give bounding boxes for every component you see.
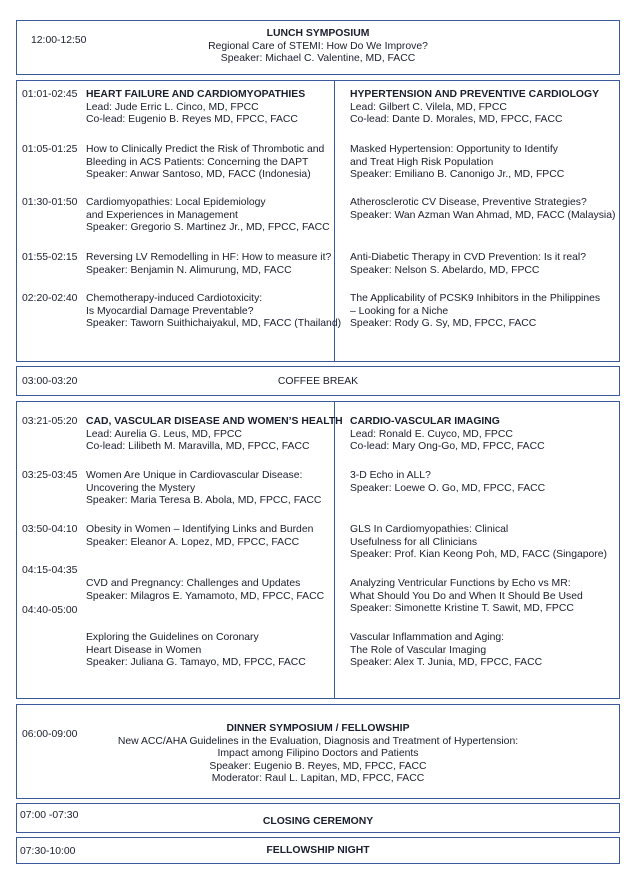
talk-line: Lead: Aurelia G. Leus, MD, FPCC bbox=[86, 428, 242, 440]
track-title: HEART FAILURE AND CARDIOMYOPATHIES bbox=[86, 89, 306, 100]
talk-line: Speaker: Loewe O. Go, MD, FPCC, FACC bbox=[350, 482, 546, 494]
track-header-right bbox=[350, 89, 599, 127]
talk-line: Speaker: Benjamin N. Alimurung, MD, FACC bbox=[86, 264, 292, 276]
dinner-time: 06:00-09:00 bbox=[22, 729, 78, 740]
session-time: 03:25-03:45 bbox=[22, 470, 78, 481]
talk-line: Speaker: Maria Teresa B. Abola, MD, FPCC, FACC bbox=[86, 495, 322, 507]
talk-line: Co-lead: Mary Ong-Go, MD, FPCC, FACC bbox=[350, 441, 545, 453]
talk-right bbox=[350, 252, 586, 277]
talk-right bbox=[350, 524, 607, 562]
lunch-details bbox=[16, 28, 620, 66]
fellowship-label: FELLOWSHIP NIGHT bbox=[266, 845, 370, 856]
talk-right bbox=[350, 293, 600, 331]
session-time: 02:20-02:40 bbox=[22, 293, 78, 304]
talk-line: Speaker: Taworn Suithichaiyakul, MD, FACC (Thailand) bbox=[86, 318, 342, 330]
talk-line: Cardiomyopathies: Local Epidemiology bbox=[86, 197, 266, 208]
talk-line: Speaker: Rody G. Sy, MD, FPCC, FACC bbox=[350, 318, 537, 330]
talk-line: The Role of Vascular Imaging bbox=[350, 644, 487, 656]
dinner-line: Speaker: Eugenio B. Reyes, MD, FPCC, FACC bbox=[209, 760, 427, 772]
talk-line: What Should You Do and When It Should Be Used bbox=[350, 590, 583, 602]
dinner-line: Impact among Filipino Doctors and Patients bbox=[217, 748, 419, 760]
talk-line: Anti-Diabetic Therapy in CVD Prevention: Is it real? bbox=[350, 252, 587, 263]
talk-left bbox=[86, 293, 341, 331]
talk-line: Obesity in Women – Identifying Links and Burden bbox=[86, 524, 314, 535]
track-title: HYPERTENSION AND PREVENTIVE CARDIOLOGY bbox=[350, 89, 600, 100]
talk-right bbox=[350, 144, 564, 182]
talk-line: Chemotherapy-induced Cardiotoxicity: bbox=[86, 293, 263, 304]
track-header-left bbox=[86, 89, 305, 127]
lunch-title: LUNCH SYMPOSIUM bbox=[266, 28, 370, 39]
lunch-time: 12:00-12:50 bbox=[31, 35, 87, 46]
talk-right bbox=[350, 632, 542, 670]
talk-line: and Experiences in Management bbox=[86, 209, 238, 221]
talk-line: Speaker: Prof. Kian Keong Poh, MD, FACC (Singapore) bbox=[350, 549, 608, 561]
talk-line: Speaker: Simonette Kristine T. Sawit, MD, FPCC bbox=[350, 603, 574, 615]
session-time: 01:05-01:25 bbox=[22, 144, 78, 155]
lunch-topic: Regional Care of STEMI: How Do We Improve? bbox=[208, 40, 428, 52]
dinner-line: Moderator: Raul L. Lapitan, MD, FPCC, FACC bbox=[211, 773, 425, 785]
session-time: 01:30-01:50 bbox=[22, 197, 78, 208]
talk-line: Speaker: Eleanor A. Lopez, MD, FPCC, FACC bbox=[86, 536, 300, 548]
talk-left bbox=[86, 470, 321, 508]
talk-line: Bleeding in ACS Patients: Concerning the DAPT bbox=[86, 156, 309, 168]
talk-line: CVD and Pregnancy: Challenges and Updates bbox=[86, 578, 301, 589]
talk-line: Exploring the Guidelines on Coronary bbox=[86, 632, 259, 643]
fellowship-time: 07:30-10:00 bbox=[20, 846, 76, 857]
coffee-label: COFFEE BREAK bbox=[277, 376, 359, 387]
session-time: 04:15-04:35 bbox=[22, 565, 78, 576]
talk-left bbox=[86, 632, 306, 670]
talk-line: – Looking for a Niche bbox=[350, 305, 449, 317]
talk-right bbox=[350, 578, 583, 616]
lunch-speaker: Speaker: Michael C. Valentine, MD, FACC bbox=[220, 53, 416, 65]
closing-label: CLOSING CEREMONY bbox=[262, 816, 374, 827]
session-time: 03:50-04:10 bbox=[22, 524, 78, 535]
talk-line: Vascular Inflammation and Aging: bbox=[350, 632, 505, 643]
dinner-title: DINNER SYMPOSIUM / FELLOWSHIP bbox=[226, 723, 410, 734]
talk-left bbox=[86, 197, 330, 235]
session-time: 01:01-02:45 bbox=[22, 89, 78, 100]
talk-line: and Treat High Risk Population bbox=[350, 156, 494, 168]
dinner-details bbox=[16, 723, 620, 786]
talk-right bbox=[350, 470, 545, 495]
talk-line: Analyzing Ventricular Functions by Echo vs MR: bbox=[350, 578, 571, 589]
talk-line: Lead: Gilbert C. Vilela, MD, FPCC bbox=[350, 101, 507, 113]
talk-line: Speaker: Milagros E. Yamamoto, MD, FPCC, FACC bbox=[86, 590, 325, 602]
track-title: CARDIO-VASCULAR IMAGING bbox=[350, 416, 500, 427]
talk-line: Reversing LV Remodelling in HF: How to measure it? bbox=[86, 252, 332, 263]
talk-line: Usefulness for all Clinicians bbox=[350, 536, 478, 548]
track-header-left bbox=[86, 416, 343, 454]
talk-line: Co-lead: Eugenio B. Reyes MD, FPCC, FACC bbox=[86, 114, 298, 126]
talk-line: Lead: Jude Erric L. Cinco, MD, FPCC bbox=[86, 101, 259, 113]
coffee-time: 03:00-03:20 bbox=[22, 376, 78, 387]
talk-line: The Applicability of PCSK9 Inhibitors in the Philippines bbox=[350, 293, 601, 304]
track-header-right bbox=[350, 416, 545, 454]
talk-line: Speaker: Juliana G. Tamayo, MD, FPCC, FACC bbox=[86, 657, 306, 669]
talk-line: Speaker: Alex T. Junia, MD, FPCC, FACC bbox=[350, 657, 543, 669]
talk-line: Speaker: Anwar Santoso, MD, FACC (Indonesia) bbox=[86, 169, 311, 181]
talk-line: Co-lead: Lilibeth M. Maravilla, MD, FPCC, FACC bbox=[86, 441, 310, 453]
session-time: 04:40-05:00 bbox=[22, 605, 78, 616]
talk-line: Speaker: Wan Azman Wan Ahmad, MD, FACC (Malaysia) bbox=[350, 209, 616, 221]
talk-line: Masked Hypertension: Opportunity to Identify bbox=[350, 144, 558, 155]
talk-line: Women Are Unique in Cardiovascular Disease: bbox=[86, 470, 303, 481]
closing-time: 07:00 -07:30 bbox=[20, 810, 79, 821]
talk-line: Uncovering the Mystery bbox=[86, 482, 196, 494]
talk-line: 3-D Echo in ALL? bbox=[350, 470, 431, 481]
talk-line: Speaker: Nelson S. Abelardo, MD, FPCC bbox=[350, 264, 540, 276]
talk-line: Speaker: Emiliano B. Canonigo Jr., MD, FPCC bbox=[350, 169, 565, 181]
session-time: 03:21-05:20 bbox=[22, 416, 78, 427]
talk-left bbox=[86, 144, 324, 182]
talk-line: Atherosclerotic CV Disease, Preventive Strategies? bbox=[350, 197, 587, 208]
talk-line: Is Myocardial Damage Preventable? bbox=[86, 305, 254, 317]
talk-line: Lead: Ronald E. Cuyco, MD, FPCC bbox=[350, 428, 513, 440]
talk-line: GLS In Cardiomyopathies: Clinical bbox=[350, 524, 509, 535]
talk-line: How to Clinically Predict the Risk of Thrombotic and bbox=[86, 144, 325, 155]
talk-line: Co-lead: Dante D. Morales, MD, FPCC, FACC bbox=[350, 114, 563, 126]
talk-left bbox=[86, 578, 324, 603]
talk-left bbox=[86, 252, 331, 277]
track-title: CAD, VASCULAR DISEASE AND WOMEN’S HEALTH bbox=[86, 416, 343, 427]
talk-left bbox=[86, 524, 313, 549]
dinner-line: New ACC/AHA Guidelines in the Evaluation, Diagnosis and Treatment of Hypertension: bbox=[117, 735, 519, 747]
talk-line: Heart Disease in Women bbox=[86, 644, 202, 656]
talk-line: Speaker: Gregorio S. Martinez Jr., MD, FPCC, FACC bbox=[86, 222, 330, 234]
talk-right bbox=[350, 197, 615, 222]
session-time: 01:55-02:15 bbox=[22, 252, 78, 263]
